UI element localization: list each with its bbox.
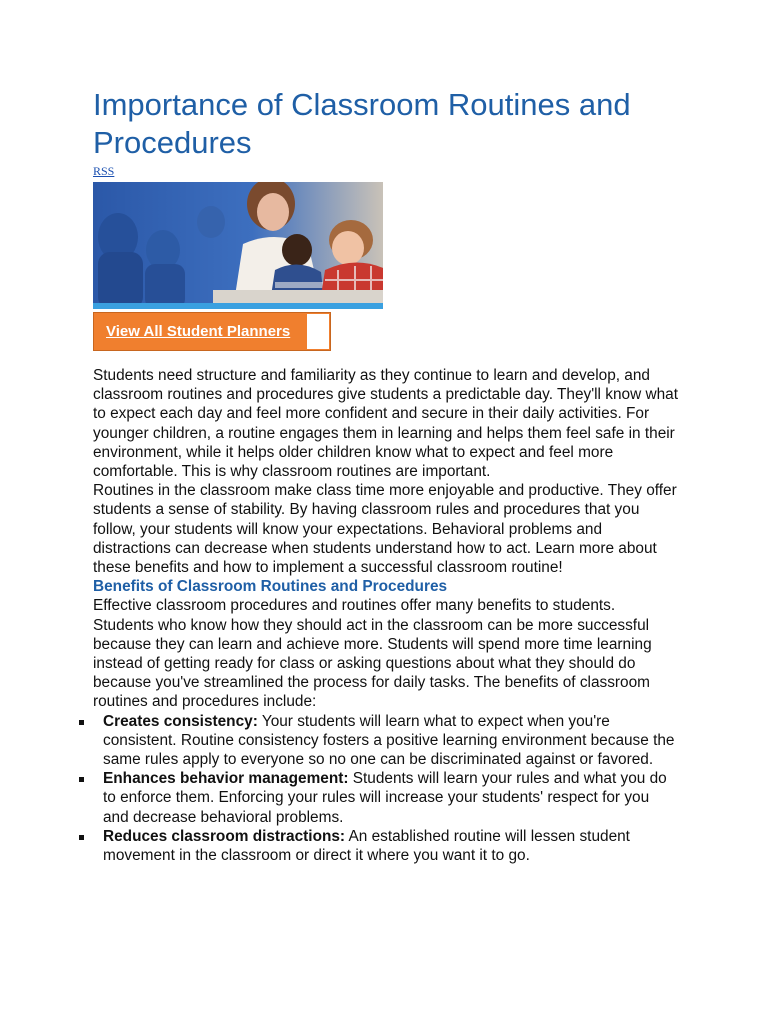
benefit-term: Creates consistency: <box>103 712 258 730</box>
benefit-text: An established routine will lessen student movement in the classroom or direct it where you want it to go. <box>103 827 630 865</box>
list-item <box>93 827 678 865</box>
intro-paragraph-1: Students need structure and familiarity as they continue to learn and develop, and classroom routines and procedures give students a predictable day. They'll know what to expect each day and feel more confident and secure in their daily activities. For younger children, a routine engages them in learning and helps them feel safe in their environment, while it helps older children know what to expect and feel more comfortable. This is why classroom routines are important. <box>93 367 678 481</box>
rss-link[interactable]: RSS <box>93 164 115 178</box>
view-all-student-planners-button[interactable] <box>93 312 331 351</box>
page-title: Importance of Classroom Routines and Procedures <box>93 87 631 160</box>
benefit-term: Enhances behavior management: <box>103 770 349 788</box>
benefit-term: Reduces classroom distractions: <box>103 827 346 845</box>
benefits-intro: Effective classroom procedures and routines offer many benefits to students. Students who know how they should act in the classroom can be more successful because they can learn and achieve more. Students will spend more time learning instead of getting ready for class or asking questions about what they should do because you've streamlined the process for daily tasks. The benefits of classroom routines and procedures include: <box>93 597 652 711</box>
benefit-text: Your students will learn what to expect when you're consistent. Routine consistency fosters a positive learning environment because the same rules apply to everyone so no one can be discriminated against or favored. <box>103 712 675 769</box>
bullet-icon <box>79 777 84 782</box>
bullet-icon <box>79 835 84 840</box>
article <box>93 86 678 865</box>
intro-paragraph-2: Routines in the classroom make class time more enjoyable and productive. They offer students a sense of stability. By having classroom rules and procedures that you follow, your students will know your expectations. Behavioral problems and distractions can decrease when students understand how to act. Learn more about these benefits and how to implement a successful classroom routine! <box>93 482 677 577</box>
bullet-icon <box>79 720 84 725</box>
classroom-photo <box>93 182 383 309</box>
list-item <box>93 769 678 827</box>
benefit-text: Students will learn your rules and what you do to enforce them. Enforcing your rules will increase your students' respect for you and decrease behavioral problems. <box>103 770 667 826</box>
cta-cap <box>307 314 329 349</box>
list-item <box>93 712 678 770</box>
benefits-heading: Benefits of Classroom Routines and Procedures <box>93 578 448 596</box>
cta-label: View All Student Planners <box>106 323 291 340</box>
benefits-list <box>93 712 678 866</box>
hero-image <box>93 182 383 309</box>
